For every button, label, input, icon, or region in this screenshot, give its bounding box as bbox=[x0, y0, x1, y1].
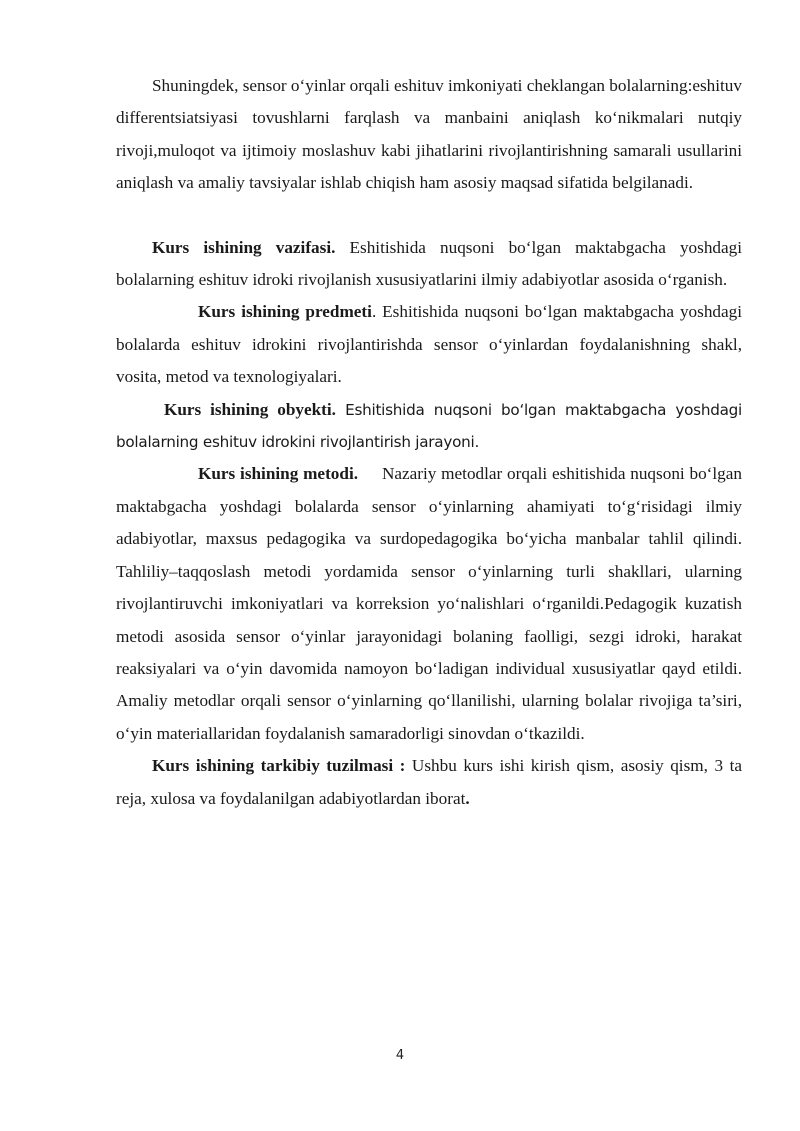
paragraph-spacer bbox=[116, 200, 742, 232]
metodi-paragraph bbox=[116, 458, 747, 750]
predmeti-text: . Eshitishida nuqsoni bo‘lgan maktabgacha yoshdagi bolalarda eshituv idrokini rivojlantirishda sensor o‘yinlardan foydalanishning shakl, vosita, metod va texnologiyalari. bbox=[116, 302, 743, 387]
metodi-text: Nazariy metodlar orqali eshitishida nuqsoni bo‘lgan maktabgacha yoshdagi bolalarda sensor o‘yinlarning ahamiyati to‘g‘risidagi ilmiy adabiyotlar, maxsus pedagogika va surdopedagogika bo‘yicha manbalar tahlil qilindi. Tahliliy–taqqoslash metodi yordamida sensor o‘yinlarning turli shakllari, ularning rivojlantiruvchi imkoniyatlari va korreksion yo‘nalishlari o‘rganildi.Pedagogik kuzatish metodi asosida sensor o‘yinlar jarayonidagi bolaning faolligi, sezgi idroki, harakat reaksiyalari va o‘yin davomida namoyon bo‘ladigan individual xususiyatlar qayd etildi. Amaliy metodlar orqali sensor o‘yinlarning qo‘llanilishi, ularning bolalar rivojiga ta’siri, o‘yin materiallaridan foydalanish samaradorligi sinovdan o‘tkazildi. bbox=[116, 464, 747, 743]
obyekti-heading: Kurs ishining obyekti. bbox=[164, 399, 336, 419]
vazifasi-heading: Kurs ishining vazifasi. bbox=[152, 237, 336, 257]
tuzilmasi-text: Ushbu kurs ishi kirish qism, asosiy qism, 3 ta reja, xulosa va foydalanilgan adabiyotlardan iborat bbox=[116, 756, 742, 808]
vazifasi-text: Eshitishida nuqsoni bo‘lgan maktabgacha yoshdagi bolalarning eshituv idroki rivojlanish xususiyatlarini ilmiy adabiyotlar asosida o‘rganish. bbox=[116, 237, 743, 290]
tuzilmasi-paragraph bbox=[116, 750, 742, 815]
tuzilmasi-heading: Kurs ishining tarkibiy tuzilmasi : bbox=[152, 756, 406, 776]
tuzilmasi-end: . bbox=[465, 788, 470, 808]
obyekti-text: Eshitishida nuqsoni bo‘lgan maktabgacha yoshdagi bolalarning eshituv idrokini rivojlantirish jarayoni. bbox=[116, 400, 742, 452]
metodi-heading: Kurs ishining metodi. bbox=[198, 464, 359, 484]
page-number: 4 bbox=[395, 1048, 405, 1063]
predmeti-heading: Kurs ishining predmeti bbox=[198, 302, 372, 322]
obyekti-paragraph bbox=[116, 394, 742, 459]
vazifasi-paragraph bbox=[116, 232, 742, 297]
predmeti-paragraph bbox=[116, 296, 742, 393]
intro-paragraph: Shuningdek, sensor o‘yinlar orqali eshituv imkoniyati cheklangan bolalarning:eshituv differentsiatsiyasi tovushlarni farqlash va manbaini aniqlash ko‘nikmalari nutqiy rivoji,muloqot va ijtimoiy moslashuv kabi jihatlarini rivojlantirishning samarali usullarini aniqlash va amaliy tavsiyalar ishlab chiqish ham asosiy maqsad sifatida belgilanadi. bbox=[116, 76, 742, 193]
document-page bbox=[116, 70, 747, 815]
